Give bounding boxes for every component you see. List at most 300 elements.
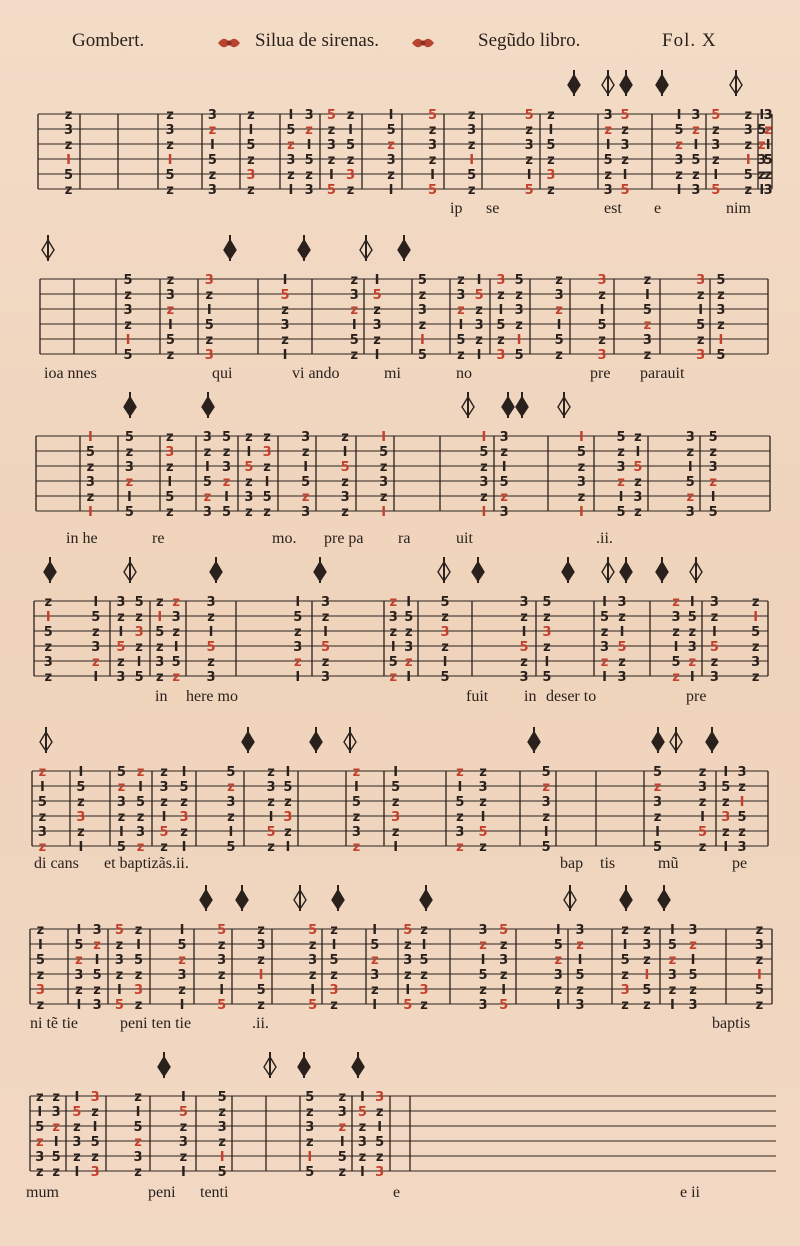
lyric-syllable: pe bbox=[732, 855, 748, 872]
svg-text:z: z bbox=[618, 655, 626, 670]
svg-text:5: 5 bbox=[116, 840, 126, 855]
svg-text:3: 3 bbox=[633, 490, 643, 505]
svg-text:5: 5 bbox=[155, 625, 165, 640]
svg-text:3: 3 bbox=[391, 810, 401, 825]
svg-text:3: 3 bbox=[696, 348, 706, 363]
svg-text:z: z bbox=[598, 288, 606, 303]
svg-text:z: z bbox=[308, 938, 317, 953]
svg-text:I: I bbox=[689, 670, 695, 685]
svg-text:z: z bbox=[520, 610, 528, 625]
svg-text:3: 3 bbox=[262, 445, 272, 460]
svg-text:5: 5 bbox=[519, 640, 529, 655]
svg-text:5: 5 bbox=[301, 475, 311, 490]
svg-text:I: I bbox=[374, 273, 380, 288]
svg-text:I: I bbox=[246, 445, 252, 460]
svg-text:z: z bbox=[52, 1090, 60, 1105]
svg-text:5: 5 bbox=[688, 968, 698, 983]
svg-text:3: 3 bbox=[246, 168, 256, 183]
svg-text:z: z bbox=[64, 138, 73, 153]
svg-text:5: 5 bbox=[202, 475, 212, 490]
svg-text:z: z bbox=[73, 1150, 81, 1165]
svg-text:3: 3 bbox=[329, 983, 339, 998]
lyric-syllable: in bbox=[524, 688, 537, 705]
lyric-syllable: pre bbox=[590, 365, 611, 382]
svg-text:3: 3 bbox=[155, 655, 165, 670]
svg-text:z: z bbox=[330, 923, 338, 938]
svg-text:z: z bbox=[203, 490, 212, 505]
svg-text:3: 3 bbox=[320, 670, 331, 685]
svg-text:z: z bbox=[692, 123, 700, 138]
svg-text:z: z bbox=[36, 998, 45, 1013]
svg-text:3: 3 bbox=[751, 655, 761, 670]
svg-text:z: z bbox=[205, 333, 214, 348]
svg-text:5: 5 bbox=[379, 445, 389, 460]
svg-text:I: I bbox=[157, 610, 163, 625]
svg-text:5: 5 bbox=[124, 505, 134, 520]
svg-text:3: 3 bbox=[652, 795, 663, 810]
lyric-syllable: fuit bbox=[466, 688, 489, 705]
svg-text:3: 3 bbox=[256, 938, 266, 953]
svg-text:5: 5 bbox=[165, 490, 175, 505]
svg-text:3: 3 bbox=[217, 1120, 227, 1135]
svg-text:3: 3 bbox=[293, 640, 303, 655]
svg-text:z: z bbox=[467, 108, 476, 123]
svg-text:3: 3 bbox=[737, 840, 747, 855]
svg-text:z: z bbox=[117, 810, 126, 825]
svg-text:z: z bbox=[338, 1120, 347, 1135]
svg-text:5: 5 bbox=[576, 445, 586, 460]
svg-text:3: 3 bbox=[519, 670, 529, 685]
svg-text:5: 5 bbox=[308, 923, 318, 938]
svg-text:5: 5 bbox=[320, 640, 331, 655]
svg-text:5: 5 bbox=[283, 780, 293, 795]
svg-text:z: z bbox=[755, 953, 764, 968]
svg-text:I: I bbox=[579, 505, 584, 520]
svg-text:z: z bbox=[744, 183, 753, 198]
svg-text:I: I bbox=[393, 840, 399, 855]
svg-text:5: 5 bbox=[671, 655, 681, 670]
svg-text:I: I bbox=[687, 460, 693, 475]
svg-text:I: I bbox=[76, 998, 82, 1013]
svg-text:5: 5 bbox=[370, 938, 380, 953]
svg-text:I: I bbox=[219, 1150, 225, 1165]
svg-text:3: 3 bbox=[90, 1165, 100, 1180]
svg-text:3: 3 bbox=[165, 288, 175, 303]
svg-text:z: z bbox=[499, 968, 508, 983]
svg-text:I: I bbox=[295, 670, 301, 685]
svg-text:3: 3 bbox=[207, 183, 217, 198]
svg-text:z: z bbox=[375, 1150, 384, 1165]
svg-text:3: 3 bbox=[375, 1165, 385, 1180]
svg-text:3: 3 bbox=[667, 968, 677, 983]
svg-text:5: 5 bbox=[114, 923, 124, 938]
svg-text:5: 5 bbox=[479, 445, 489, 460]
svg-text:I: I bbox=[282, 348, 288, 363]
svg-text:z: z bbox=[373, 333, 381, 348]
svg-text:I: I bbox=[268, 810, 274, 825]
svg-text:3: 3 bbox=[671, 610, 681, 625]
svg-text:3: 3 bbox=[91, 640, 101, 655]
svg-text:z: z bbox=[744, 108, 753, 123]
svg-text:z: z bbox=[710, 655, 719, 670]
svg-text:z: z bbox=[751, 595, 760, 610]
svg-text:5: 5 bbox=[697, 825, 708, 840]
lyric-syllable: est bbox=[604, 200, 622, 217]
svg-text:I: I bbox=[93, 670, 99, 685]
svg-text:z: z bbox=[346, 108, 355, 123]
svg-text:5: 5 bbox=[179, 780, 189, 795]
svg-text:z: z bbox=[166, 273, 175, 288]
svg-text:z: z bbox=[217, 938, 226, 953]
svg-text:5: 5 bbox=[757, 123, 767, 138]
svg-text:5: 5 bbox=[326, 108, 336, 123]
svg-text:z: z bbox=[207, 655, 215, 670]
svg-text:5: 5 bbox=[114, 998, 124, 1013]
svg-text:z: z bbox=[457, 303, 465, 318]
svg-text:z: z bbox=[755, 923, 764, 938]
svg-text:z: z bbox=[403, 938, 412, 953]
svg-text:z: z bbox=[621, 998, 629, 1013]
svg-text:z: z bbox=[327, 123, 336, 138]
svg-text:z: z bbox=[764, 168, 772, 183]
svg-text:3: 3 bbox=[467, 123, 477, 138]
lyrics-line bbox=[0, 1015, 800, 1039]
lyric-syllable: di cans bbox=[34, 855, 79, 872]
svg-text:3: 3 bbox=[280, 318, 290, 333]
svg-text:z: z bbox=[418, 318, 427, 333]
svg-text:5: 5 bbox=[165, 333, 175, 348]
svg-text:I: I bbox=[645, 288, 650, 303]
svg-text:3: 3 bbox=[92, 998, 102, 1013]
svg-text:I: I bbox=[205, 460, 210, 475]
svg-text:5: 5 bbox=[304, 153, 314, 168]
floral-ornament-icon bbox=[410, 34, 436, 52]
svg-text:z: z bbox=[172, 670, 180, 685]
svg-text:z: z bbox=[86, 490, 95, 505]
svg-text:z: z bbox=[675, 138, 683, 153]
svg-text:3: 3 bbox=[134, 625, 144, 640]
svg-text:3: 3 bbox=[708, 460, 718, 475]
svg-text:z: z bbox=[547, 108, 555, 123]
svg-text:3: 3 bbox=[349, 288, 359, 303]
svg-text:z: z bbox=[125, 475, 134, 490]
svg-text:5: 5 bbox=[708, 430, 718, 445]
svg-text:5: 5 bbox=[754, 983, 764, 998]
svg-text:z: z bbox=[480, 490, 488, 505]
svg-text:I: I bbox=[390, 640, 396, 655]
svg-text:3: 3 bbox=[711, 138, 721, 153]
svg-text:3: 3 bbox=[716, 303, 726, 318]
svg-text:I: I bbox=[92, 1120, 98, 1135]
svg-text:z: z bbox=[686, 445, 695, 460]
svg-text:z: z bbox=[456, 810, 464, 825]
svg-text:5: 5 bbox=[652, 765, 663, 780]
svg-text:z: z bbox=[179, 1150, 188, 1165]
svg-text:z: z bbox=[643, 273, 652, 288]
floral-ornament-icon bbox=[216, 34, 242, 52]
svg-text:z: z bbox=[457, 273, 465, 288]
svg-text:3: 3 bbox=[597, 348, 607, 363]
svg-text:3: 3 bbox=[51, 1105, 61, 1120]
svg-text:I: I bbox=[181, 840, 187, 855]
svg-text:3: 3 bbox=[76, 810, 86, 825]
svg-text:z: z bbox=[467, 183, 476, 198]
svg-text:z: z bbox=[598, 333, 606, 348]
svg-text:z: z bbox=[64, 108, 73, 123]
svg-text:5: 5 bbox=[159, 825, 169, 840]
svg-text:z: z bbox=[293, 655, 302, 670]
svg-text:3: 3 bbox=[308, 953, 318, 968]
svg-text:I: I bbox=[544, 655, 550, 670]
svg-text:5: 5 bbox=[691, 153, 701, 168]
svg-text:5: 5 bbox=[667, 938, 677, 953]
svg-text:5: 5 bbox=[35, 1120, 45, 1135]
svg-text:z: z bbox=[257, 953, 265, 968]
svg-text:z: z bbox=[134, 1165, 142, 1180]
svg-text:3: 3 bbox=[496, 273, 506, 288]
svg-text:3: 3 bbox=[90, 1090, 100, 1105]
svg-text:z: z bbox=[208, 123, 217, 138]
svg-text:5: 5 bbox=[403, 923, 413, 938]
svg-text:I: I bbox=[206, 303, 212, 318]
svg-text:3: 3 bbox=[456, 288, 466, 303]
svg-text:z: z bbox=[156, 670, 164, 685]
svg-text:3: 3 bbox=[64, 123, 74, 138]
svg-text:z: z bbox=[227, 780, 235, 795]
svg-text:z: z bbox=[166, 505, 174, 520]
svg-text:I: I bbox=[359, 1165, 365, 1180]
svg-text:3: 3 bbox=[304, 108, 314, 123]
svg-text:I: I bbox=[167, 475, 173, 490]
svg-text:5: 5 bbox=[514, 348, 524, 363]
svg-text:5: 5 bbox=[177, 938, 187, 953]
svg-text:5: 5 bbox=[91, 610, 101, 625]
svg-text:3: 3 bbox=[709, 670, 719, 685]
svg-text:3: 3 bbox=[642, 333, 652, 348]
lyric-syllable: deser to bbox=[546, 688, 597, 705]
svg-text:I: I bbox=[181, 1165, 186, 1180]
svg-text:I: I bbox=[248, 123, 254, 138]
svg-text:5: 5 bbox=[256, 983, 266, 998]
svg-text:3: 3 bbox=[499, 505, 509, 520]
svg-text:z: z bbox=[698, 795, 707, 810]
svg-text:I: I bbox=[388, 183, 394, 198]
svg-text:z: z bbox=[166, 138, 174, 153]
svg-text:z: z bbox=[721, 795, 730, 810]
lyric-syllable: .ii. bbox=[252, 1015, 269, 1032]
svg-text:5: 5 bbox=[217, 923, 227, 938]
svg-text:5: 5 bbox=[542, 670, 552, 685]
svg-text:I: I bbox=[543, 825, 549, 840]
svg-text:3: 3 bbox=[455, 825, 465, 840]
svg-text:z: z bbox=[160, 840, 168, 855]
svg-text:I: I bbox=[295, 595, 301, 610]
svg-text:I: I bbox=[718, 333, 724, 348]
svg-text:I: I bbox=[219, 983, 225, 998]
svg-text:z: z bbox=[686, 490, 695, 505]
svg-text:z: z bbox=[555, 303, 563, 318]
svg-text:z: z bbox=[475, 333, 483, 348]
svg-text:I: I bbox=[480, 810, 486, 825]
svg-text:3: 3 bbox=[479, 475, 489, 490]
svg-text:5: 5 bbox=[711, 183, 721, 198]
svg-text:z: z bbox=[441, 610, 449, 625]
svg-text:z: z bbox=[744, 138, 753, 153]
svg-text:I: I bbox=[161, 810, 167, 825]
lyric-syllable: baptis bbox=[712, 1015, 751, 1032]
svg-text:I: I bbox=[618, 490, 624, 505]
svg-text:z: z bbox=[208, 168, 217, 183]
svg-text:z: z bbox=[267, 765, 275, 780]
svg-text:z: z bbox=[618, 610, 626, 625]
svg-text:I: I bbox=[288, 183, 294, 198]
svg-text:3: 3 bbox=[74, 968, 84, 983]
svg-text:z: z bbox=[350, 273, 359, 288]
svg-text:3: 3 bbox=[202, 430, 212, 445]
svg-text:3: 3 bbox=[478, 998, 488, 1013]
svg-text:z: z bbox=[373, 303, 381, 318]
svg-text:z: z bbox=[134, 998, 143, 1013]
svg-text:3: 3 bbox=[35, 1150, 45, 1165]
svg-text:3: 3 bbox=[305, 1120, 315, 1135]
svg-text:3: 3 bbox=[116, 595, 126, 610]
lyric-syllable: uit bbox=[456, 530, 473, 547]
svg-text:z: z bbox=[672, 625, 680, 640]
svg-text:5: 5 bbox=[687, 610, 697, 625]
svg-text:5: 5 bbox=[222, 505, 232, 520]
svg-text:3: 3 bbox=[178, 1135, 188, 1150]
svg-text:5: 5 bbox=[440, 595, 450, 610]
svg-text:z: z bbox=[166, 460, 174, 475]
svg-text:z: z bbox=[600, 655, 609, 670]
svg-text:z: z bbox=[135, 610, 143, 625]
svg-text:z: z bbox=[115, 968, 124, 983]
svg-text:5: 5 bbox=[357, 1105, 367, 1120]
svg-text:z: z bbox=[621, 153, 629, 168]
svg-text:z: z bbox=[36, 1165, 44, 1180]
svg-text:3: 3 bbox=[620, 138, 630, 153]
svg-text:z: z bbox=[217, 968, 226, 983]
svg-text:I: I bbox=[602, 670, 607, 685]
svg-text:z: z bbox=[721, 825, 730, 840]
svg-text:5: 5 bbox=[51, 1150, 61, 1165]
svg-text:z: z bbox=[44, 640, 53, 655]
svg-text:I: I bbox=[303, 460, 309, 475]
svg-text:I: I bbox=[125, 333, 131, 348]
svg-text:I: I bbox=[698, 303, 704, 318]
svg-text:z: z bbox=[247, 153, 255, 168]
svg-text:3: 3 bbox=[743, 123, 753, 138]
svg-text:5: 5 bbox=[72, 1105, 82, 1120]
svg-text:z: z bbox=[263, 460, 271, 475]
svg-text:5: 5 bbox=[217, 1090, 227, 1105]
svg-text:5: 5 bbox=[737, 810, 747, 825]
svg-text:I: I bbox=[372, 998, 378, 1013]
svg-text:z: z bbox=[698, 840, 707, 855]
tablature-system-1 bbox=[0, 60, 800, 230]
svg-text:3: 3 bbox=[165, 123, 175, 138]
svg-text:z: z bbox=[346, 183, 355, 198]
svg-text:I: I bbox=[374, 348, 380, 363]
svg-text:z: z bbox=[338, 1090, 347, 1105]
svg-text:3: 3 bbox=[134, 983, 144, 998]
svg-text:z: z bbox=[717, 318, 725, 333]
svg-text:5: 5 bbox=[751, 625, 761, 640]
svg-text:z: z bbox=[136, 765, 145, 780]
lyric-syllable: .ii. bbox=[596, 530, 613, 547]
svg-text:3: 3 bbox=[620, 983, 630, 998]
svg-text:z: z bbox=[52, 1120, 60, 1135]
svg-text:I: I bbox=[745, 153, 751, 168]
svg-text:5: 5 bbox=[467, 168, 477, 183]
tablature-system-6 bbox=[0, 875, 800, 1045]
svg-text:5: 5 bbox=[541, 840, 551, 855]
svg-text:I: I bbox=[476, 273, 482, 288]
svg-text:z: z bbox=[134, 968, 143, 983]
svg-text:z: z bbox=[389, 670, 398, 685]
svg-text:3: 3 bbox=[159, 780, 169, 795]
svg-text:z: z bbox=[475, 303, 483, 318]
svg-text:3: 3 bbox=[496, 348, 506, 363]
svg-text:z: z bbox=[711, 153, 720, 168]
svg-text:z: z bbox=[634, 430, 642, 445]
svg-text:z: z bbox=[479, 983, 487, 998]
svg-text:5: 5 bbox=[90, 1135, 100, 1150]
svg-text:z: z bbox=[375, 1105, 384, 1120]
lyric-syllable: e ii bbox=[680, 1184, 700, 1201]
svg-text:z: z bbox=[160, 795, 168, 810]
svg-text:z: z bbox=[668, 953, 677, 968]
svg-text:I: I bbox=[282, 273, 288, 288]
svg-text:z: z bbox=[321, 655, 330, 670]
svg-text:5: 5 bbox=[514, 273, 524, 288]
svg-text:5: 5 bbox=[280, 288, 290, 303]
svg-text:I: I bbox=[331, 938, 337, 953]
svg-text:z: z bbox=[305, 168, 313, 183]
lyric-syllable: e bbox=[654, 200, 662, 217]
svg-text:I: I bbox=[329, 168, 334, 183]
svg-text:I: I bbox=[765, 138, 771, 153]
svg-text:z: z bbox=[689, 938, 697, 953]
lyrics-line bbox=[0, 688, 800, 712]
svg-text:3: 3 bbox=[177, 968, 187, 983]
composer-name: Gombert. bbox=[72, 30, 145, 51]
svg-text:3: 3 bbox=[597, 273, 607, 288]
svg-text:3: 3 bbox=[351, 825, 361, 840]
lyrics-line bbox=[0, 1184, 800, 1208]
svg-text:I: I bbox=[179, 923, 185, 938]
svg-text:z: z bbox=[542, 780, 550, 795]
svg-text:z: z bbox=[542, 810, 550, 825]
svg-text:z: z bbox=[441, 640, 449, 655]
svg-text:5: 5 bbox=[388, 655, 398, 670]
svg-text:z: z bbox=[653, 810, 662, 825]
svg-text:5: 5 bbox=[134, 953, 144, 968]
svg-text:z: z bbox=[555, 273, 563, 288]
svg-text:z: z bbox=[124, 318, 132, 333]
svg-text:I: I bbox=[181, 765, 187, 780]
svg-text:z: z bbox=[350, 303, 359, 318]
svg-text:z: z bbox=[338, 1165, 347, 1180]
svg-text:z: z bbox=[643, 923, 651, 938]
svg-text:z: z bbox=[178, 953, 186, 968]
svg-text:z: z bbox=[420, 998, 428, 1013]
svg-text:z: z bbox=[160, 765, 168, 780]
svg-text:z: z bbox=[634, 475, 642, 490]
svg-text:3: 3 bbox=[691, 183, 701, 198]
svg-text:I: I bbox=[53, 1135, 59, 1150]
svg-text:3: 3 bbox=[304, 183, 314, 198]
